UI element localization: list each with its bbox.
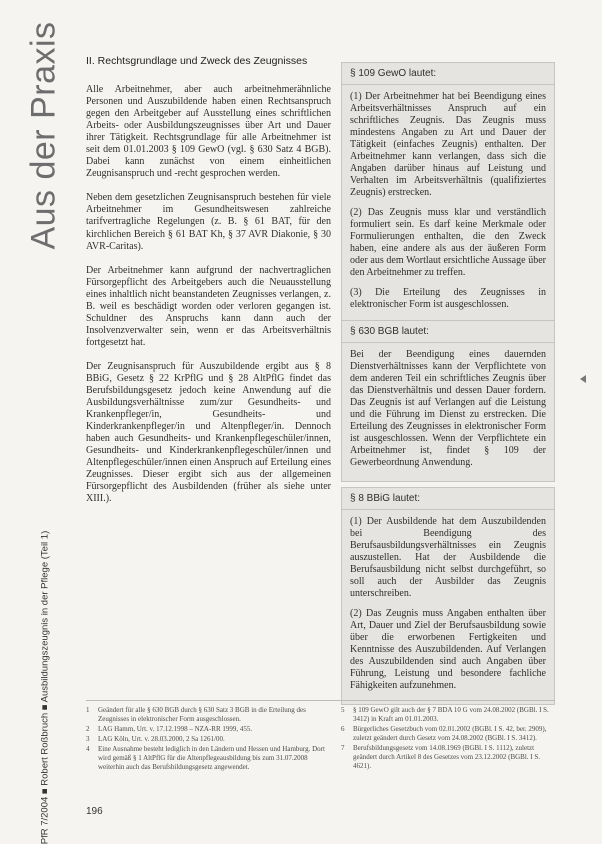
law-box-bgb <box>341 320 555 482</box>
law-box-paragraph: (1) Der Ausbildende hat dem Auszubildenden bei Beendigung des Berufsausbildungsverhältnisses ein Zeugnis auszustellen. Hat der Ausbildende die Berufsausbildung nicht selbst durchgeführt, so soll auch der Ausbilder das Zeugnis unterschreiben. <box>350 516 546 599</box>
law-box-bbig <box>341 487 555 705</box>
footnote: 1 Geändert für alle § 630 BGB durch § 630 Satz 3 BGB in die Erteilung des Zeugnisses in elektronischer Form ausgeschlossen. <box>86 706 306 723</box>
law-box-paragraph: Bei der Beendigung eines dauernden Dienstverhältnisses kann der Verpflichtete von dem anderen Teil ein schriftliches Zeugnis über das Dienstverhältnis und dessen Dauer fordern. Das Zeugnis ist auf Verlangen auf die Leistung und die Führung im Dienst zu erstrecken. Die Erteilung des Zeugnisses in elektronischer Form ist ausgeschlossen. Wenn der Verpflichtete ein Arbeitnehmer ist, findet § 109 der Gewerbeordnung Anwendung. <box>350 349 546 468</box>
footnotes-left <box>86 706 331 773</box>
footnote: 4 Eine Ausnahme besteht lediglich in den Ländern und Hessen und Hamburg. Dort wird gemäß § 1 AltPflG für die Altenpflegeausbildung bis zum 31.07.2008 weiterhin auch das Berufsbildungsgesetz angewendet. <box>86 745 325 771</box>
section-title-text: Aus der Praxis <box>24 21 63 250</box>
margin-marker-icon <box>580 375 586 383</box>
running-footer-text: PfR 7/2004 ■ Robert Roßbruch ■ Ausbildungszeugnis in der Pflege (Teil 1) <box>39 530 51 844</box>
law-box-paragraph: (2) Das Zeugnis muss Angaben enthalten über Art, Dauer und Ziel der Berufsausbildung sowie über die erworbenen Fertigkeiten und Kenntnisse des Auszubildenden. Auf Verlangen des Auszubildenden sind auch Angaben über Führung, Leistung und besondere fachliche Fähigkeiten aufzunehmen. <box>350 608 546 691</box>
left-paragraph: Der Arbeitnehmer kann aufgrund der nachvertraglichen Fürsorgepflicht des Arbeitgebers auch die Neuausstellung eines inhaltlich nicht beanstandeten Zeugnisses verlangen, z. B. weil es beschädigt worden oder verloren gegangen ist. Schuldner des Anspruchs kann dann auch der Insolvenzverwalter sein, wenn er das Arbeitsverhältnis fortgesetzt hat. <box>86 264 331 348</box>
footnote: 6 Bürgerliches Gesetzbuch vom 02.01.2002 (BGBl. I S. 42, ber. 2909), zuletzt geändert durch Gesetz vom 24.08.2002 (BGBl. I S. 3412). <box>341 725 547 742</box>
section-title-vertical <box>14 21 74 250</box>
law-box-gewo <box>341 62 555 324</box>
footnote: 2 LAG Hamm, Urt. v. 17.12.1998 – NZA-RR 1999, 455. <box>86 725 253 733</box>
section-heading: II. Rechtsgrundlage und Zweck des Zeugnisses <box>86 55 308 67</box>
running-footer <box>30 530 60 844</box>
law-box-title: § 630 BGB lautet: <box>342 321 554 343</box>
law-box-title: § 109 GewO lautet: <box>342 63 554 85</box>
left-paragraph: Alle Arbeitnehmer, aber auch arbeitnehmerähnliche Personen und Auszubildende haben einen Rechtsanspruch gegen den Arbeitgeber auf Ausstellung eines schriftlichen Arbeits- oder Ausbildungszeugnisses über Art und Dauer ihrer Tätigkeit. Rechtsgrundlage für alle Arbeitnehmer ist seit dem 01.01.2003 § 109 GewO (vgl. § 630 Satz 4 BGB). Dabei kann zunächst von einem einheitlichen Zeugnisanspruch und -recht gesprochen werden. <box>86 84 331 180</box>
footnote-divider <box>86 700 555 701</box>
left-column <box>86 84 331 518</box>
law-box-paragraph: (1) Der Arbeitnehmer hat bei Beendigung eines Arbeitsverhältnisses Anspruch auf ein schriftliches Zeugnis. Das Zeugnis muss mindestens Angaben zu Art und Dauer der Tätigkeit (einfaches Zeugnis) enthalten. Der Arbeitnehmer kann verlangen, dass sich die Angaben darüber hinaus auf Leistung und Verhalten im Arbeitsverhältnis (qualifiziertes Zeugnis) erstrecken. <box>350 91 546 198</box>
law-box-paragraph: (2) Das Zeugnis muss klar und verständlich formuliert sein. Es darf keine Merkmale oder Formulierungen enthalten, die den Zweck haben, eine andere als aus der äußeren Form oder aus dem Wortlaut ersichtliche Aussage über den Arbeitnehmer zu treffen. <box>350 207 546 278</box>
footnote: 7 Berufsbildungsgesetz vom 14.08.1969 (BGBl. I S. 1112), zuletzt geändert durch Artikel 8 des Gesetzes vom 23.12.2002 (BGBl. I S. 4621). <box>341 744 541 770</box>
law-box-paragraph: (3) Die Erteilung des Zeugnisses in elektronischer Form ist ausgeschlossen. <box>350 287 546 310</box>
left-paragraph: Neben dem gesetzlichen Zeugnisanspruch bestehen für viele Arbeitnehmer im Gesundheitswesen zahlreiche tarifvertragliche Regelungen (z. B. § 61 BAT, für den kirchlichen Bereich § 61 BAT Kh, § 37 AVR Diakonie, § 30 AVR-Caritas). <box>86 192 331 252</box>
left-paragraph: Der Zeugnisanspruch für Auszubildende ergibt aus § 8 BBiG, Gesetz § 22 KrPflG und § 28 AltPflG findet das Berufsbildungsgesetz jedoch keine Anwendung auf die Ausbildungsverhältnisse zum/zur Gesundheits- und Krankenpfleger/in, Gesundheits- und Kinderkrankenpfleger/in und Altenpfleger/in. Dennoch haben auch Gesundheits- und Krankenpflegeschüler/innen, Gesundheits- und Kinderkrankenpflegeschüler/innen und Altenpflegeschüler/innen einen Anspruch auf Erteilung eines Zeugnisses. Dieser ergibt sich aus der allgemeinen Fürsorgepflicht des Ausbildenden (früher als siehe unter XIII.). <box>86 360 331 505</box>
footnote: 5 § 109 GewO gilt auch der § 7 BDA 10 G vom 24.08.2002 (BGBl. I S. 3412) in Kraft am 01.01.2003. <box>341 706 549 723</box>
law-box-title: § 8 BBiG lautet: <box>342 488 554 510</box>
footnote: 3 LAG Köln, Urt. v. 28.03.2000, 2 Sa 1261/00. <box>86 735 225 743</box>
page-number: 196 <box>86 806 103 817</box>
footnotes-right <box>341 706 555 772</box>
